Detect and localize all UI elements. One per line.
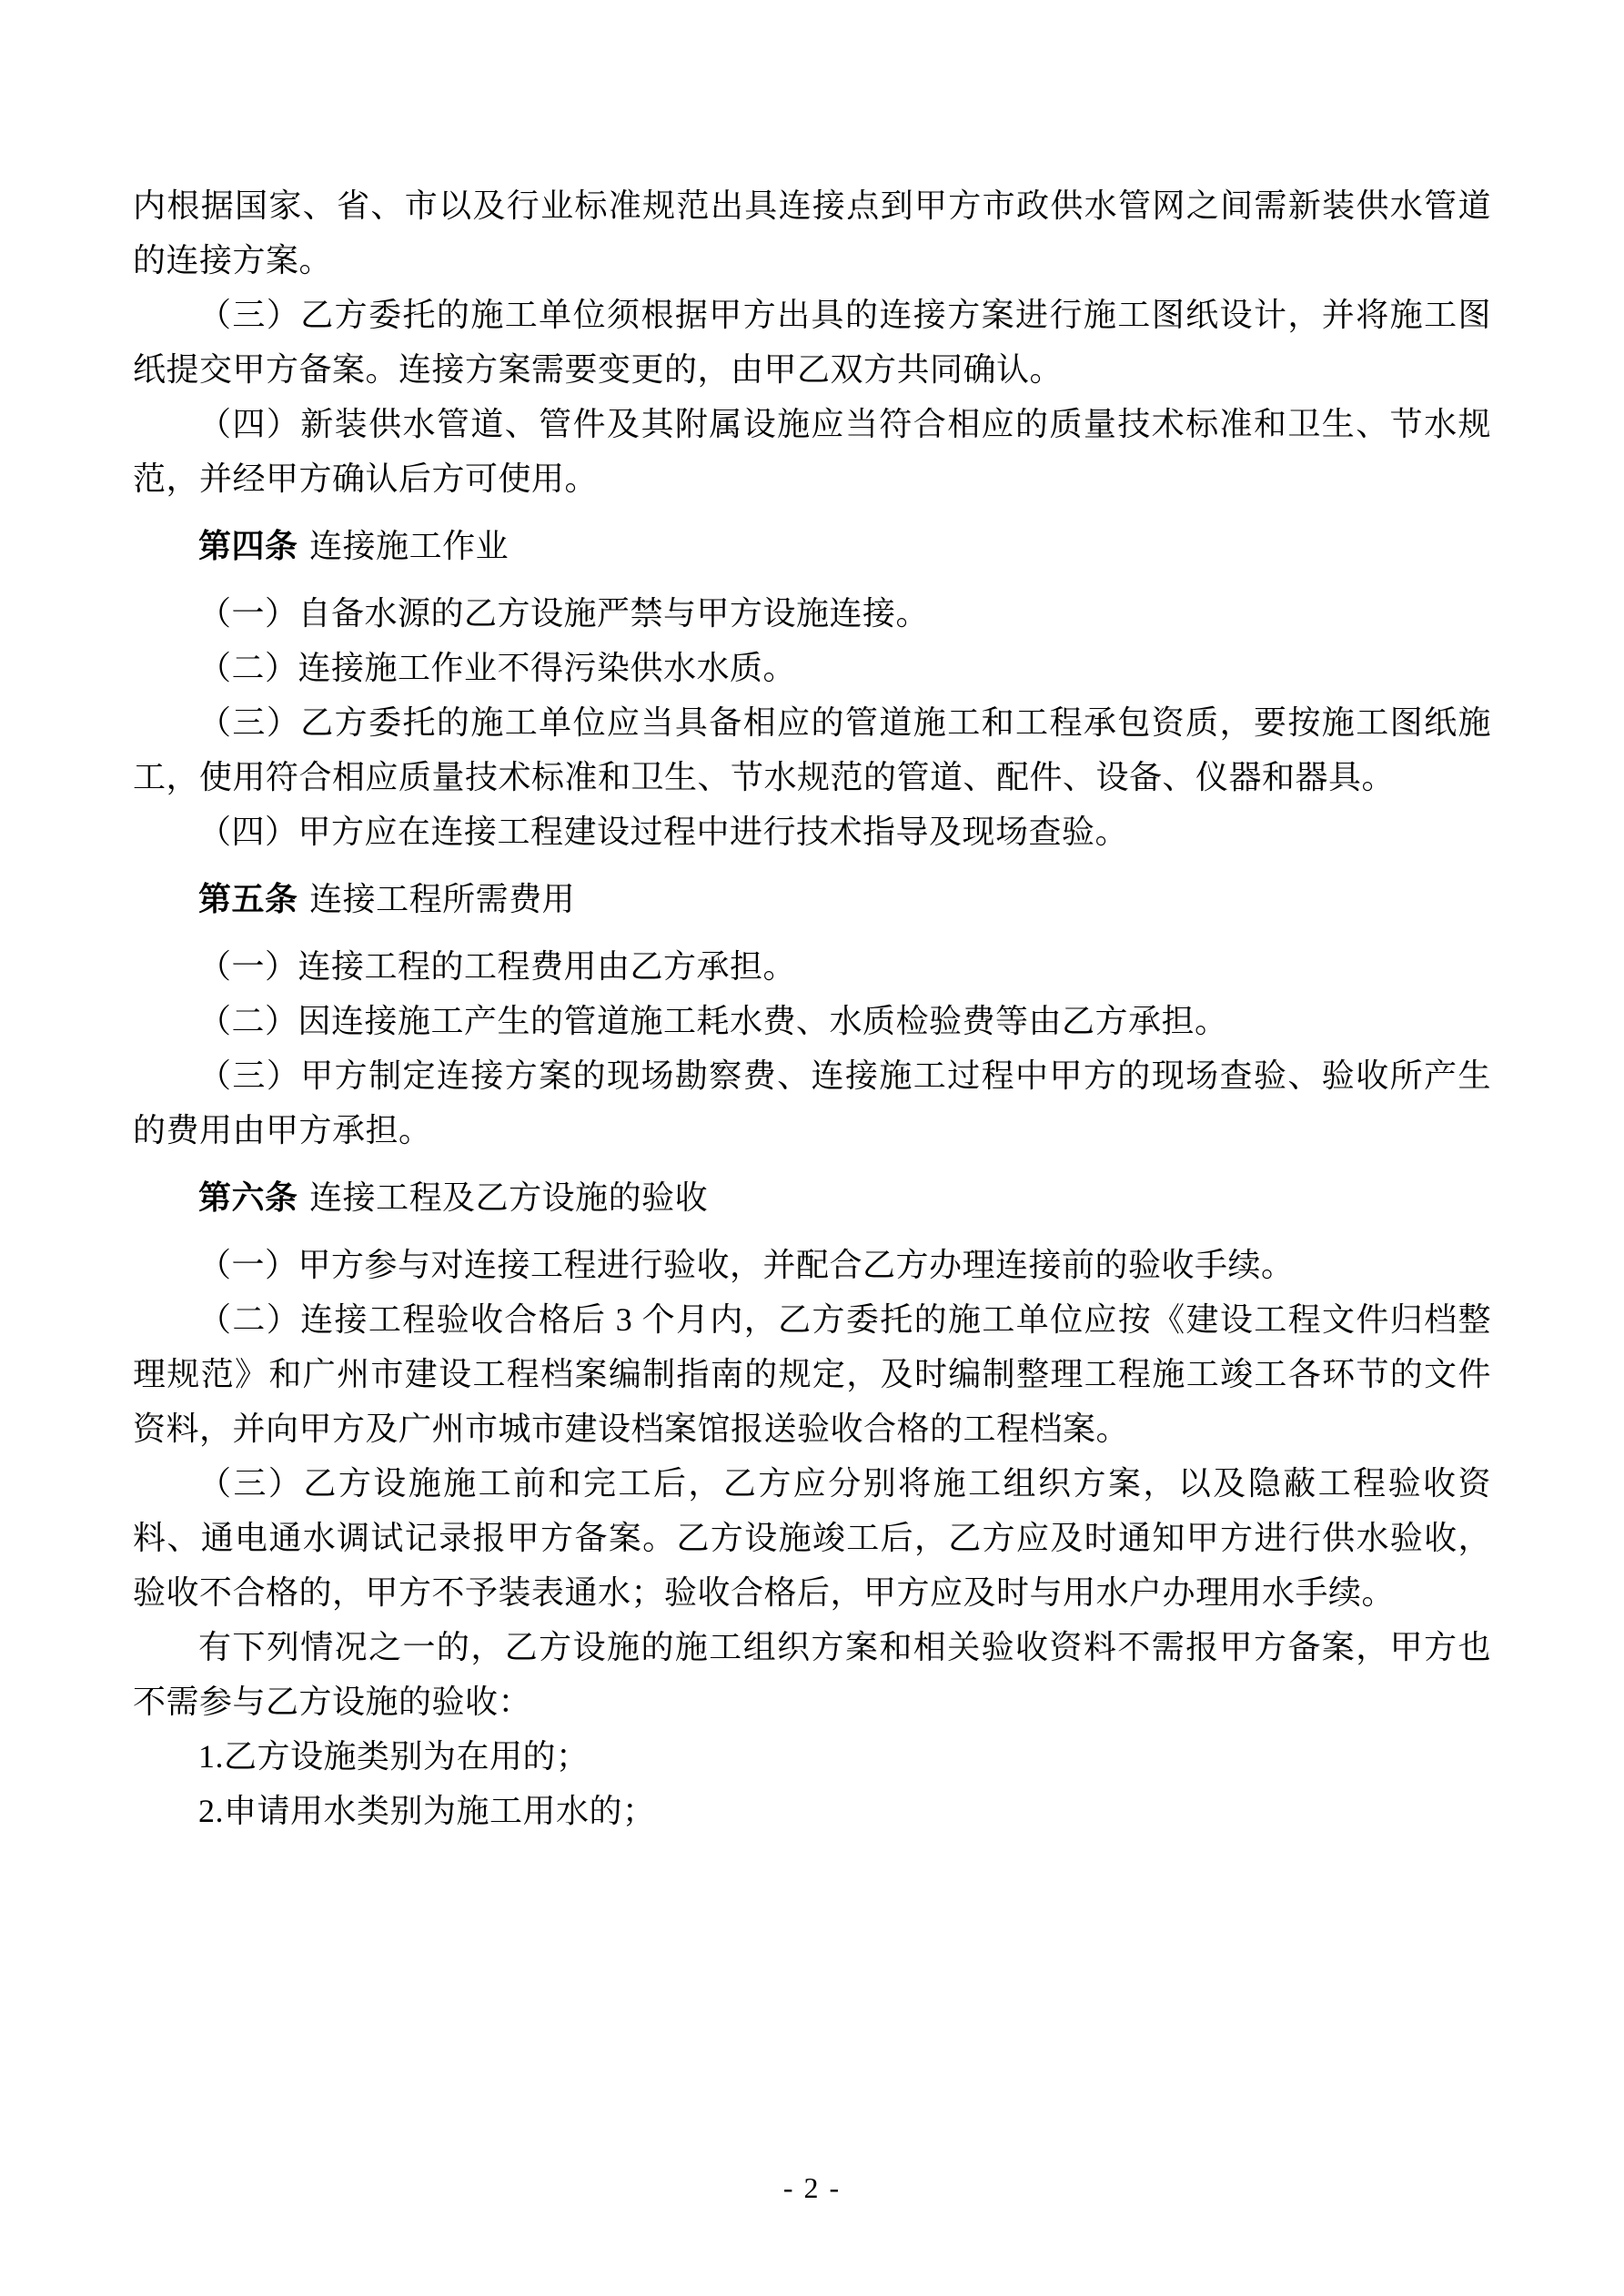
paragraph: （三）甲方制定连接方案的现场勘察费、连接施工过程中甲方的现场查验、验收所产生的费用由甲方承担。	[133, 1057, 1491, 1148]
paragraph: 有下列情况之一的，乙方设施的施工组织方案和相关验收资料不需报甲方备案，甲方也不需参与乙方设施的验收：	[133, 1629, 1491, 1720]
section-heading-article-6	[133, 1170, 1491, 1225]
page-number: - 2 -	[782, 2171, 842, 2204]
paragraph-continuation: 内根据国家、省、市以及行业标准规范出具连接点到甲方市政供水管网之间需新装供水管道的连接方案。	[133, 187, 1491, 278]
section-title: 连接工程及乙方设施的验收	[309, 1179, 709, 1216]
section-heading-article-5	[133, 872, 1491, 926]
section-heading-article-4	[133, 519, 1491, 573]
paragraph: （一）甲方参与对连接工程进行验收，并配合乙方办理连接前的验收手续。	[198, 1247, 1295, 1283]
list-item: 1.乙方设施类别为在用的；	[198, 1738, 590, 1775]
section-title: 连接工程所需费用	[309, 881, 576, 917]
section-number: 第五条	[198, 880, 298, 917]
section-title: 连接施工作业	[309, 528, 509, 564]
section-number: 第四条	[198, 527, 298, 564]
paragraph: （三）乙方设施施工前和完工后，乙方应分别将施工组织方案，以及隐蔽工程验收资料、通电通水调试记录报甲方备案。乙方设施竣工后，乙方应及时通知甲方进行供水验收，验收不合格的，甲方不予装表通水；验收合格后，甲方应及时与用水户办理用水手续。	[133, 1465, 1491, 1611]
paragraph: （二）连接工程验收合格后 3 个月内，乙方委托的施工单位应按《建设工程文件归档整理规范》和广州市建设工程档案编制指南的规定，及时编制整理工程施工竣工各环节的文件资料，并向甲方及广州市城市建设档案馆报送验收合格的工程档案。	[133, 1301, 1491, 1447]
paragraph: （四）新装供水管道、管件及其附属设施应当符合相应的质量技术标准和卫生、节水规范，并经甲方确认后方可使用。	[133, 406, 1491, 497]
paragraph: （一）连接工程的工程费用由乙方承担。	[198, 948, 797, 985]
paragraph: （二）因连接施工产生的管道施工耗水费、水质检验费等由乙方承担。	[198, 1003, 1228, 1039]
section-number: 第六条	[198, 1178, 298, 1216]
paragraph: （三）乙方委托的施工单位须根据甲方出具的连接方案进行施工图纸设计，并将施工图纸提交甲方备案。连接方案需要变更的，由甲乙双方共同确认。	[133, 297, 1491, 388]
paragraph: （一）自备水源的乙方设施严禁与甲方设施连接。	[198, 595, 930, 632]
paragraph: （四）甲方应在连接工程建设过程中进行技术指导及现场查验。	[198, 814, 1129, 850]
paragraph: （三）乙方委托的施工单位应当具备相应的管道施工和工程承包资质，要按施工图纸施工，使用符合相应质量技术标准和卫生、节水规范的管道、配件、设备、仪器和器具。	[133, 704, 1491, 795]
list-item: 2.申请用水类别为施工用水的；	[198, 1793, 656, 1829]
paragraph: （二）连接施工作业不得污染供水水质。	[198, 650, 797, 686]
